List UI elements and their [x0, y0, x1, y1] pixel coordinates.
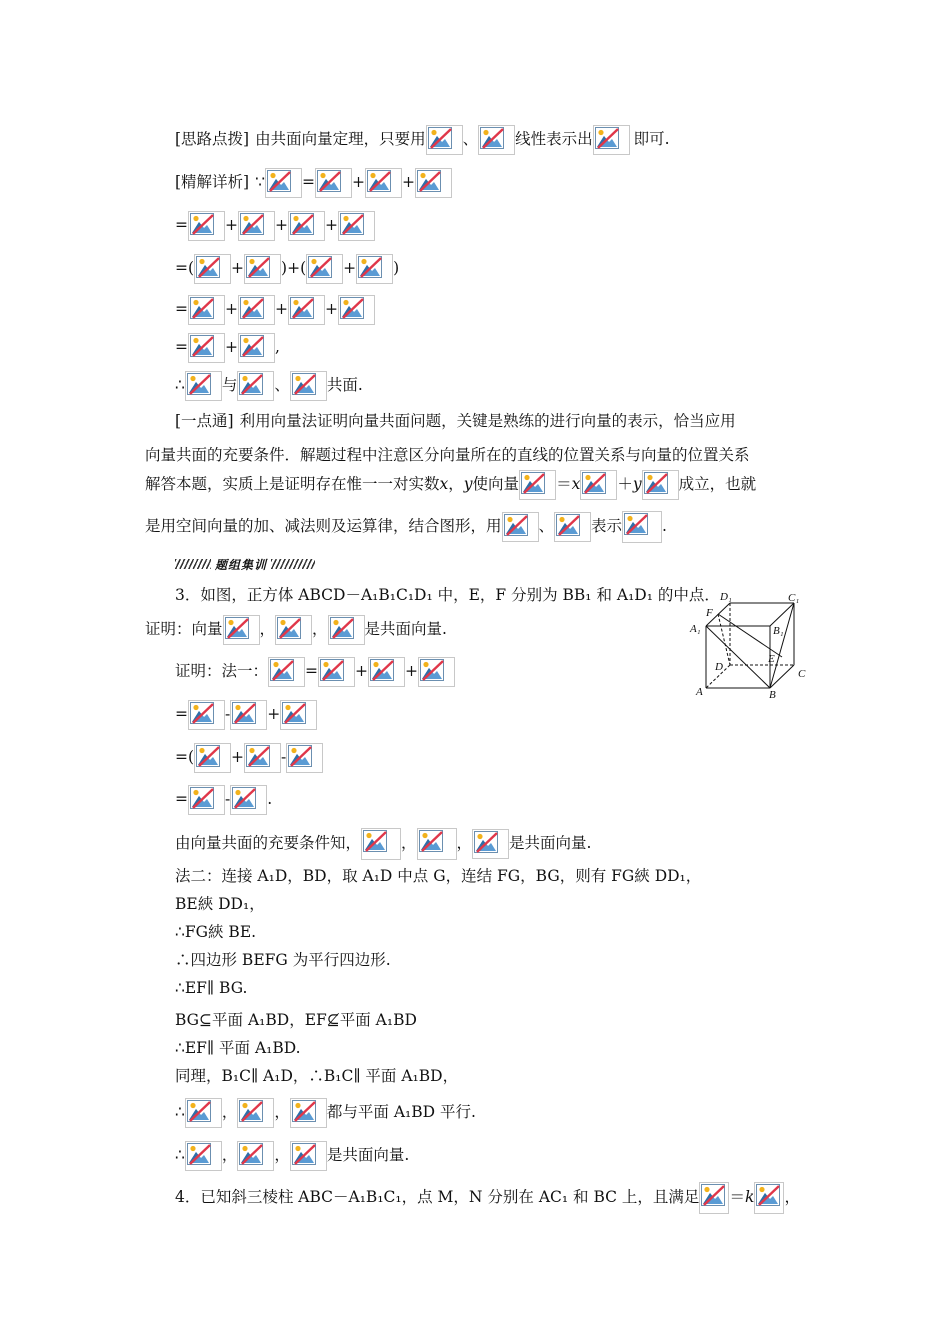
broken-image-icon [472, 829, 509, 859]
broken-image-icon [194, 254, 231, 284]
broken-image-icon [593, 125, 630, 155]
hint-text: 线性表示出 [515, 130, 593, 149]
problem3-statement-2 [145, 610, 680, 650]
broken-image-icon [280, 700, 317, 730]
label-C1: C₁ [788, 592, 800, 604]
note-line-3 [145, 465, 810, 505]
problem-text: 是共面向量. [364, 620, 447, 639]
eq-sign: = [305, 662, 319, 681]
method2-line [175, 1062, 810, 1092]
broken-image-icon [580, 470, 617, 500]
broken-image-icon [288, 295, 325, 325]
separator: 、 [274, 376, 290, 395]
therefore-symbol: ∴ [175, 1146, 185, 1165]
plus-sign: + [225, 338, 238, 357]
minus-sign: - [225, 705, 231, 724]
proof-text: BG⊆平面 A₁BD，EF⊈平面 A₁BD [175, 1011, 417, 1030]
proof-text: 法二：连接 A₁D，BD，取 A₁D 中点 G，连结 FG，BG，则有 FG綊 DD₁， [175, 867, 702, 886]
broken-image-icon [230, 700, 267, 730]
problem-text: 3．如图，正方体 ABCD－A₁B₁C₁D₁ 中，E，F 分别为 BB₁ 和 A₁D₁ 的中点． [175, 586, 720, 605]
eq-sign: ＝ [556, 475, 572, 494]
label-D1: D₁ [720, 591, 732, 603]
note-text: 向量共面的充要条件．解题过程中注意区分向量所在的直线的位置关系与向量的位置关系 [145, 446, 750, 465]
broken-image-icon [478, 125, 515, 155]
broken-image-icon [356, 254, 393, 284]
method2-line [175, 1006, 810, 1036]
method2-line [175, 946, 810, 976]
broken-image-icon [699, 1182, 729, 1214]
proof-text: ∴EF∥ BG. [175, 979, 248, 998]
hint-line [175, 120, 810, 160]
note-text: 表示 [591, 517, 623, 536]
broken-image-icon [238, 211, 275, 241]
broken-image-icon [290, 1141, 327, 1171]
eq-sign: = [175, 705, 188, 724]
broken-image-icon [188, 333, 225, 363]
var-k: k [745, 1188, 755, 1207]
plus-sign: + [231, 259, 245, 278]
plus-sign: + [405, 662, 419, 681]
broken-image-icon [188, 211, 225, 241]
proof-text: 同理，B₁C∥ A₁D，∴B₁C∥ 平面 A₁BD， [175, 1067, 459, 1086]
comma: ， [259, 620, 276, 639]
note-text: 解答本题，实质上是证明存在惟一一对实数 [145, 475, 440, 494]
broken-image-icon [185, 371, 222, 401]
broken-image-icon [185, 1141, 222, 1171]
hint-text: 由共面向量定理，只要用 [255, 130, 426, 149]
broken-image-icon [415, 168, 452, 198]
broken-image-icon [194, 743, 231, 773]
broken-image-icon [318, 657, 355, 687]
therefore-symbol: ∴ [175, 376, 185, 395]
plus-sign: + [225, 300, 238, 319]
note-text: 使向量 [472, 475, 520, 494]
proof-text: 由向量共面的充要条件知， [175, 834, 362, 853]
method2-line [175, 1093, 810, 1133]
comma: ， [456, 834, 473, 853]
proof-text: 是共面向量. [326, 1146, 410, 1165]
coplanar-text: 共面. [326, 376, 363, 395]
hint-tag: [思路点拨] [175, 130, 250, 149]
therefore-symbol: ∴ [175, 1103, 185, 1122]
broken-image-icon [361, 828, 401, 860]
equation-line [175, 249, 810, 289]
eq-sign: = [301, 173, 315, 192]
proof-text: ∴四边形 BEFG 为平行四边形. [175, 951, 391, 970]
broken-image-icon [338, 211, 375, 241]
comma: ， [312, 620, 328, 639]
equation-line [175, 206, 810, 246]
plus-sign: + [275, 300, 288, 319]
proof-text: ∴FG綊 BE. [175, 923, 257, 942]
broken-image-icon [288, 211, 325, 241]
broken-image-icon [275, 615, 312, 645]
eq-sign: = [175, 300, 188, 319]
broken-image-icon [426, 125, 463, 155]
eq-sign: = [175, 338, 188, 357]
eq-paren: =( [175, 259, 195, 278]
proof-text: 证明：法一： [175, 662, 269, 681]
comma: ， [401, 834, 417, 853]
plus-sign: + [275, 216, 288, 235]
plus-sign: + [225, 216, 238, 235]
broken-image-icon [306, 254, 343, 284]
plus-sign: ＋ [617, 475, 633, 494]
eq-sign: = [175, 216, 188, 235]
broken-image-icon [519, 470, 556, 500]
broken-image-icon [290, 1098, 327, 1128]
note-tag: [一点通] [175, 412, 234, 431]
comma: ， [274, 1103, 290, 1122]
broken-image-icon [338, 295, 375, 325]
eq-sign: ＝ [729, 1188, 745, 1207]
var-y: y [463, 475, 473, 494]
proof1-line [175, 652, 680, 692]
note-line-4 [145, 507, 810, 547]
var-x: x [439, 475, 449, 494]
proof-text: ∴EF∥ 平面 A₁BD. [175, 1039, 301, 1058]
comma: ， [274, 1146, 290, 1165]
label-B: B [769, 689, 776, 700]
method2-line [175, 1136, 810, 1176]
broken-image-icon [286, 743, 323, 773]
broken-image-icon [554, 512, 591, 542]
label-E: E [768, 653, 775, 665]
note-text: 利用向量法证明向量共面问题，关键是熟练的进行向量的表示，恰当应用 [239, 412, 736, 431]
broken-image-icon [290, 371, 327, 401]
separator: 、 [538, 517, 555, 536]
broken-image-icon [230, 785, 267, 815]
broken-image-icon [238, 295, 275, 325]
broken-image-icon [328, 615, 365, 645]
broken-image-icon [642, 470, 679, 500]
label-A: A [696, 686, 703, 698]
proof1-line [175, 695, 680, 735]
comma: , [275, 338, 280, 357]
eq-paren: =( [175, 748, 195, 767]
analysis-tag: [精解详析] [175, 173, 250, 192]
var-x: x [571, 475, 581, 494]
problem-text: 4．已知斜三棱柱 ABC－A₁B₁C₁，点 M，N 分别在 AC₁ 和 BC 上，且满足 [175, 1188, 700, 1207]
comma: ， [221, 1146, 238, 1165]
label-F: F [706, 607, 713, 619]
eq-sign: = [175, 790, 188, 809]
equation-line [175, 290, 810, 330]
plus-sign: + [401, 173, 415, 192]
plus-sign: + [325, 216, 338, 235]
period: . [662, 517, 667, 536]
label-D: D [715, 661, 723, 673]
proof-text: BE綊 DD₁， [175, 895, 265, 914]
analysis-line [175, 163, 810, 203]
broken-image-icon [265, 168, 302, 198]
broken-image-icon [237, 371, 274, 401]
problem4-statement [175, 1178, 800, 1218]
with-text: 与 [221, 376, 238, 395]
equation-line [175, 328, 810, 368]
plus-sign: + [343, 259, 357, 278]
hatch-decoration [271, 559, 315, 569]
comma: ， [221, 1103, 238, 1122]
broken-image-icon [754, 1182, 784, 1214]
broken-image-icon [188, 785, 225, 815]
comma: ， [784, 1188, 800, 1207]
hatch-decoration [175, 559, 211, 569]
paren-plus: )+( [281, 259, 307, 278]
method2-line [175, 862, 810, 892]
note-text: ， [448, 475, 464, 494]
method2-line [175, 890, 810, 920]
conclusion-line [175, 366, 810, 406]
minus-sign: - [225, 790, 231, 809]
broken-image-icon [237, 1141, 274, 1171]
broken-image-icon [244, 254, 281, 284]
plus-sign: + [351, 173, 365, 192]
broken-image-icon [223, 615, 260, 645]
plus-sign: + [355, 662, 369, 681]
cube-figure [688, 590, 813, 700]
broken-image-icon [622, 511, 662, 543]
broken-image-icon [244, 743, 281, 773]
label-C: C [798, 668, 806, 680]
broken-image-icon [188, 295, 225, 325]
method2-line [175, 918, 810, 948]
broken-image-icon [368, 657, 405, 687]
proof1-line: = - . [175, 780, 680, 820]
label-B1: B₁ [773, 625, 784, 637]
because-symbol: ∵ [255, 173, 265, 192]
broken-image-icon [365, 168, 402, 198]
proof-text: 都与平面 A₁BD 平行. [326, 1103, 476, 1122]
proof1-line [175, 738, 680, 778]
method2-line [175, 974, 810, 1004]
broken-image-icon [315, 168, 352, 198]
hint-text: 即可. [633, 130, 670, 149]
broken-image-icon [188, 700, 225, 730]
plus-sign: + [325, 300, 338, 319]
label-A1: A₁ [690, 623, 701, 635]
broken-image-icon [268, 657, 305, 687]
plus-sign: + [231, 748, 245, 767]
note-text: 成立，也就 [678, 475, 757, 494]
paren-close: ) [393, 259, 400, 278]
proof-text: 是共面向量. [509, 834, 592, 853]
proof1-conclusion [175, 824, 810, 864]
broken-image-icon [238, 333, 275, 363]
broken-image-icon [417, 828, 457, 860]
group-title: 题组集训 [215, 557, 268, 572]
group-header [175, 552, 315, 576]
plus-sign: + [267, 705, 281, 724]
broken-image-icon [185, 1098, 222, 1128]
broken-image-icon [502, 512, 539, 542]
broken-image-icon [237, 1098, 274, 1128]
separator: 、 [462, 130, 479, 149]
minus-sign: - [281, 748, 287, 767]
problem-text: 证明：向量 [145, 620, 223, 639]
note-text: 是用空间向量的加、减法则及运算律，结合图形，用 [145, 517, 502, 536]
method2-line [175, 1034, 810, 1064]
broken-image-icon [418, 657, 455, 687]
var-y: y [632, 475, 642, 494]
